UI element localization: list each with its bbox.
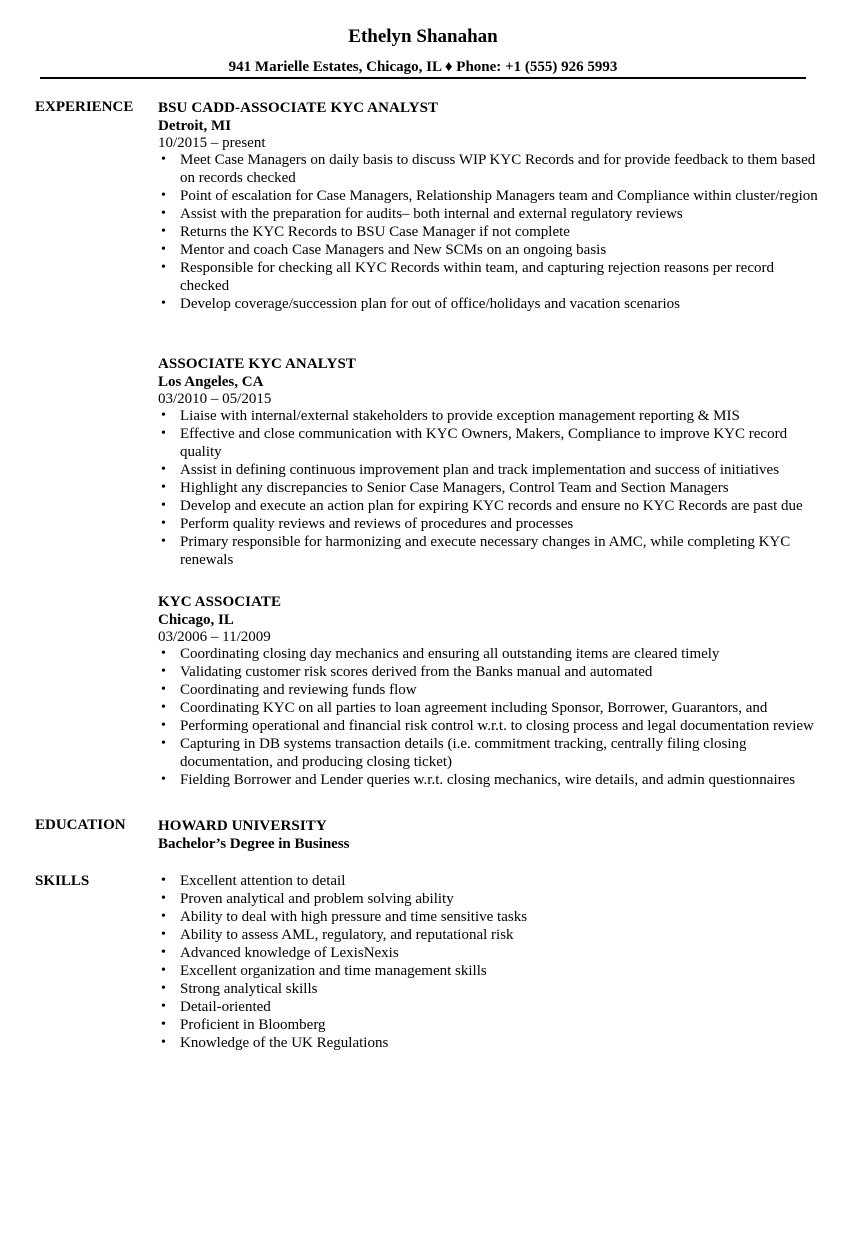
list-item: • Advanced knowledge of LexisNexis (158, 944, 818, 962)
list-item: • Coordinating KYC on all parties to loan agreement including Sponsor, Borrower, Guarantors, and (158, 699, 818, 717)
list-item: • Validating customer risk scores derived from the Banks manual and automated (158, 663, 818, 681)
list-item: • Strong analytical skills (158, 980, 818, 998)
job-location: Detroit, MI (158, 118, 232, 134)
job-title: KYC ASSOCIATE (158, 594, 282, 610)
school-name: HOWARD UNIVERSITY (158, 818, 327, 834)
education-entry (158, 817, 818, 853)
job-bullets (158, 645, 818, 789)
job-location: Los Angeles, CA (158, 374, 264, 390)
list-item: • Proficient in Bloomberg (158, 1016, 818, 1034)
list-item: • Coordinating and reviewing funds flow (158, 681, 818, 699)
list-item: • Detail-oriented (158, 998, 818, 1016)
degree: Bachelor’s Degree in Business (158, 836, 350, 852)
job-dates: 10/2015 – present (158, 135, 266, 151)
list-item: • Knowledge of the UK Regulations (158, 1034, 818, 1052)
list-item: • Performing operational and financial risk control w.r.t. to closing process and legal documentation review (158, 717, 818, 735)
list-item: • Perform quality reviews and reviews of procedures and processes (158, 515, 818, 533)
list-item: • Ability to assess AML, regulatory, and reputational risk (158, 926, 818, 944)
contact-line: 941 Marielle Estates, Chicago, IL ♦ Phone: +1 (555) 926 5993 (228, 59, 618, 75)
list-item: • Point of escalation for Case Managers, Relationship Managers team and Compliance within cluster/region (158, 187, 818, 205)
job-dates: 03/2010 – 05/2015 (158, 391, 272, 407)
list-item: • Highlight any discrepancies to Senior Case Managers, Control Team and Section Managers (158, 479, 818, 497)
job-entry (158, 355, 818, 569)
list-item: • Coordinating closing day mechanics and ensuring all outstanding items are cleared timely (158, 645, 818, 663)
list-item: • Excellent attention to detail (158, 872, 818, 890)
list-item: • Excellent organization and time management skills (158, 962, 818, 980)
list-item: • Effective and close communication with KYC Owners, Makers, Compliance to improve KYC record quality (158, 425, 818, 461)
list-item: • Assist with the preparation for audits– both internal and external regulatory reviews (158, 205, 818, 223)
list-item: • Primary responsible for harmonizing and execute necessary changes in AMC, while completing KYC renewals (158, 533, 818, 569)
list-item: • Fielding Borrower and Lender queries w.r.t. closing mechanics, wire details, and admin questionnaires (158, 771, 818, 789)
candidate-name: Ethelyn Shanahan (348, 26, 498, 47)
list-item: • Liaise with internal/external stakeholders to provide exception management reporting & MIS (158, 407, 818, 425)
list-item: • Develop and execute an action plan for expiring KYC records and ensure no KYC Records are past due (158, 497, 818, 515)
list-item: • Ability to deal with high pressure and time sensitive tasks (158, 908, 818, 926)
list-item: • Meet Case Managers on daily basis to discuss WIP KYC Records and for provide feedback to them based on records checked (158, 151, 818, 187)
list-item: • Capturing in DB systems transaction details (i.e. commitment tracking, centrally filing closing documentation, and producing closing ticket) (158, 735, 818, 771)
job-dates: 03/2006 – 11/2009 (158, 629, 271, 645)
list-item: • Develop coverage/succession plan for out of office/holidays and vacation scenarios (158, 295, 818, 313)
job-entry (158, 99, 818, 313)
skills-list (158, 872, 818, 1052)
job-bullets (158, 151, 818, 313)
list-item: • Returns the KYC Records to BSU Case Manager if not complete (158, 223, 818, 241)
header-divider (40, 77, 806, 79)
list-item: • Proven analytical and problem solving ability (158, 890, 818, 908)
job-entry (158, 593, 818, 789)
job-title: BSU CADD-ASSOCIATE KYC ANALYST (158, 100, 439, 116)
list-item: • Assist in defining continuous improvement plan and track implementation and success of initiatives (158, 461, 818, 479)
list-item: • Mentor and coach Case Managers and New SCMs on an ongoing basis (158, 241, 818, 259)
section-label-education: EDUCATION (35, 817, 126, 833)
section-label-skills: SKILLS (35, 873, 90, 889)
list-item: • Responsible for checking all KYC Records within team, and capturing rejection reasons per record checked (158, 259, 818, 295)
skills-entry (158, 872, 818, 1052)
job-bullets (158, 407, 818, 569)
section-label-experience: EXPERIENCE (35, 99, 134, 115)
job-location: Chicago, IL (158, 612, 234, 628)
job-title: ASSOCIATE KYC ANALYST (158, 356, 356, 372)
